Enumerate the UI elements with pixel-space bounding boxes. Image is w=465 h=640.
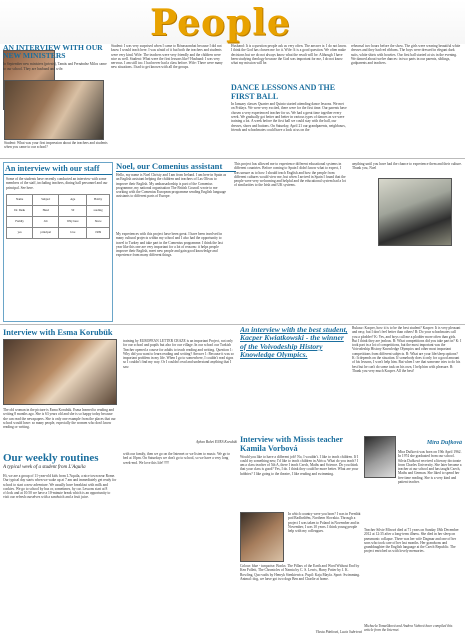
mira-name: Mira Dufková xyxy=(426,440,462,446)
mira-signature: Michaela Tomašíková and Andrea Vaňová have compiled this article from the Internet. xyxy=(364,624,453,633)
noel-col4: anything until you have had the chance to experience them and their culture. Thank you, Noel xyxy=(352,162,462,171)
divider xyxy=(0,158,465,159)
staff-table-label: Name xyxy=(7,194,33,205)
staff-table-label: Subject xyxy=(33,194,59,205)
mira-photo xyxy=(364,436,396,478)
kacper-body: Rukasz: Kacper, how it is to be the best student? Kacper: It is very pleasant and easy, but I don't feel better than others! R: Do your schoolmates call you a plodder? K: Yes, and boys call me a plodder more often than girls. But I think they are jealous. R: What competitions did you take part in? K: I took part in a lot of competitions, but the most important was the Voivodeship History Knowledge Olympics and other most important competitions from different subjects. R: What are your life/sleep options? K: It depends on the situation. If somebody does it only for a good amount of his lessons, I won't help him. But when I see that someone tries to do his best but he can't do some task on his own, I help him with pleasure. R: Thank you very much Kacper. All the best! xyxy=(352,326,462,373)
staff-table-cell: yes xyxy=(7,227,33,238)
missis-photo xyxy=(240,512,284,562)
noel-heading: Noel, our Comenius assistant xyxy=(116,162,236,172)
staff-table-cell: Dr. Deák xyxy=(7,205,33,216)
staff-table-cell: 50 xyxy=(59,205,87,216)
staff-table-cell: principal xyxy=(33,227,59,238)
missis-intro: Would you like to have a different job? No, I wouldn't. I like to teach children. If I could try something new, I'd like to teach children in Africa. What do you teach? I am a class teacher of 5th A, there I teach Czech, Maths and Science. Do you think that your class is good? Yes, I do. I think they could be more better. What are your hobbies? I like going to the theatre, I like reading and swimming. xyxy=(240,454,359,476)
staff-table-cell: 1999 xyxy=(87,227,110,238)
weekly-body: Hi, we are a group of 11-year-old kids from L'Aquila, a nice town near Rome. Our typical day starts when we wake up at 7 am and immediately get ready for school to start a new adventure. We usually have breakfast with milk and cookies. We go to school by bus or, sometimes, by car. Lessons start at 8 o'clock and at 10:50 we have a 10-minute break which is an opportunity to visit our refresh ourselves with a sandwich and a fruit juice. xyxy=(3,474,117,500)
esma-photo xyxy=(3,339,117,405)
kacper-heading: An interview with the best student, Kacper Kwiatkowski - the winner of the Voivodeship History Knowledge Olympics. xyxy=(240,326,348,360)
missis-favourites: Colour: blue - turquoise. Books: The Pillars of the Earth and Word Without End by Ken Follett, The Chronicles of Narnia by C. S. Lewis, Harry Potter by J. K. Rowling, Quo vadis by Henryk Sienkiewicz. Pupil: Kaja Mayfa. Sport: Swimming. Animal: dog, we have got two dogs Ben and Charlie at home. xyxy=(240,564,360,581)
weekly-body2: with our family, then we go on the Internet or we listen to music. We go to bed at 10pm. On Saturdays we don't go to school, so we have a very long week-end. We love this life!!!!!! xyxy=(123,452,231,465)
noel-section xyxy=(116,162,462,322)
new-ministers-heading: AN INTERVIEW WITH OUR NEW MINISTERS xyxy=(3,44,103,61)
missis-signature: Vlasta Pánková, Lucia Šubrtová xyxy=(315,630,362,634)
esma-body2: training by EUROPEAN LETTER CRAZE is an important Project, not only for our school and pupils but also for our village. In our school our Turkish Teacher opened a course for adults to teach reading and writing. Question 1: Why did you want to learn reading and writing? Answer 1: Because it was so important problem in my life. When I go to somewhere, I couldn't read signs so I couldn't find my way. Or I couldn't read and understand anything that I saw. xyxy=(123,339,234,369)
staff-table-cell: reading xyxy=(87,205,110,216)
weekly-heading: Our weekly routines xyxy=(3,452,99,464)
new-ministers-intro: In September new ministers (priests), Tamás and Fernández Milos came to our school. They are husband and wife. xyxy=(3,62,107,71)
dance-body: In January classes Quarter and Quinto started attending dance lessons. We met on Fridays. We were very excited, there were for the first time. Our parents have chosen a very experienced teacher for us. We had a great time together every week. We gradually got better and better in various types of dances as we were training a lot. A week before the first ball we could stay with the hall, our dresses, shoes and buttons. On Saturday, April 21 our grandparents, neighbours, friends and schoolmates could have a look at us on the xyxy=(231,102,347,132)
noel-col2: My experiences with this project have been great. I have been involved in many cultural projects within my school and I also had the opportunity to travel to Turkey and take part in the Comenius programme. I think the last year like this one are very important for a lot of reasons: it helps people improve their English, meet new people and gain good knowledge and experience from many different things. xyxy=(116,232,223,258)
staff-table-label: Job xyxy=(33,216,59,227)
dance-section xyxy=(231,84,347,158)
esma-section xyxy=(3,328,237,448)
noel-col1: Hello, my name is Noel Christy and I am from Ireland. I am here in Spain as an English assistant helping the children and teachers of Las Olivas to improve their English. My ambassadorship is part of the Comenius programme, my national organisation The British Council wrote to me working with the Comenius European programme sending English language assistants to different parts of Europe. xyxy=(116,173,227,199)
esma-signature: Ayhan Bahri ENES Korubük xyxy=(195,440,237,444)
noel-col3: This project has allowed me to experience different educational systems in different countries. Before coming to Spain I didn't know what to expect, I was unsure as to how I should teach English and how the people from different cultures would view me, but when I arrived in Spain I found that the people were very welcoming and helpful and the educational system had a lot of similarities to the Irish and UK systems. xyxy=(234,162,346,188)
ministers-col3: rehearsal two hours before the show. The girls were wearing beautiful white dresses and they had red ribbons. The boys were dressed in elegant dark suits, white shirts with bowties. Our first ball started at six in the evening. We danced about twelve dances: in two parts in our parents, siblings, godparents and teachers. xyxy=(351,44,461,66)
mira-section xyxy=(364,436,462,638)
kacper-section xyxy=(240,326,462,436)
staff-table-label: Hobby xyxy=(87,194,110,205)
staff-table-label: Family xyxy=(7,216,33,227)
ministers-col2: Husband: It is a question people ask us very often. The answer is: I do not know. I think the God has chosen me for it. Wife: It is a good question. We often make decisions but we do not always know what the result will be. Although I have been studying theology because the God was important for me, I do not know what my mission will be. xyxy=(231,44,347,66)
staff-table-cell: love xyxy=(59,227,87,238)
dance-heading: DANCE LESSONS AND THE FIRST BALL xyxy=(231,84,336,101)
ministers-body: Student: I was very surprised when I came to Rónaszombat because I did not know I would teach here. I was afraid of it but both the teachers and students were very kind. Wife: The teachers were very friendly and the children were nice as well. Student: What were the first lessons like? Husband: I was very nervous. I am still too. I had never had a class before. Wife: There were many new situations. I had to get known with all the groups. xyxy=(111,44,223,70)
staff-table-label: Why here xyxy=(59,216,87,227)
weekly-section xyxy=(3,452,237,638)
mira-body2: Teacher Silvie Mírová died at 71 years on Sunday 18th December 2012 at 12:35 after a long-term illness. She died in her sleep on pneumonic collapse. There was her wife Dagmar and one of her sons who took care of her last months. Her grandsons and granddaughter the English language at the Czech Republic. The project enriched us with lovely memories. xyxy=(364,528,459,554)
staff-intro: Some of the students have recently conducted an interview with some members of the staff, including teachers, dining hall personnel and our principal. See here. xyxy=(6,177,108,190)
staff-section xyxy=(3,162,113,322)
header-banner xyxy=(0,0,465,44)
missis-section xyxy=(240,436,362,638)
staff-table xyxy=(4,192,112,241)
staff-table-label: Age xyxy=(59,194,87,205)
noel-photo xyxy=(378,178,452,246)
missis-body: In which country were you born? I was in Frenštát pod Radhoštěm, Northern Slovakia. Through a project I was taken to Poland in November and in November, I was 10 years. I think young people help with my colleagues. xyxy=(288,512,361,534)
divider xyxy=(0,324,465,325)
weekly-subheading: A typical week of a student from L'Aquila xyxy=(3,465,86,470)
staff-heading: An interview with our staff xyxy=(4,163,112,175)
missis-heading: Interview with Missis teacher Kamila Vorbová xyxy=(240,436,343,453)
page-title: People xyxy=(150,2,291,44)
mira-body: Mira Dufková was born on 19th April 1962. In 1974 she graduated from our school. Silvia Dufková received a literary doctorate from Charles University. She later became a teacher at our school and has taught Czech, Maths and German. She liked to spend her free time reading. She is a very kind and patient teacher. xyxy=(398,450,462,485)
staff-table-cell: Head xyxy=(33,205,59,216)
esma-body: The old woman in the picture is Esma Korubük. Esma learned to reading and writing 8 months ago. She is 63 years old and she is so happy today because she can read the newspapers. She is only one example from the places that our school would have: so many people, especially the women who don't know reading or writing. xyxy=(3,408,116,430)
esma-heading: Interview with Esma Korubük xyxy=(3,328,113,337)
staff-table-label: Since xyxy=(87,216,110,227)
ministers-caption: Student: What was your first impression about the teachers and students when you came to our school? xyxy=(4,141,108,150)
ministers-photo-main xyxy=(4,80,104,140)
